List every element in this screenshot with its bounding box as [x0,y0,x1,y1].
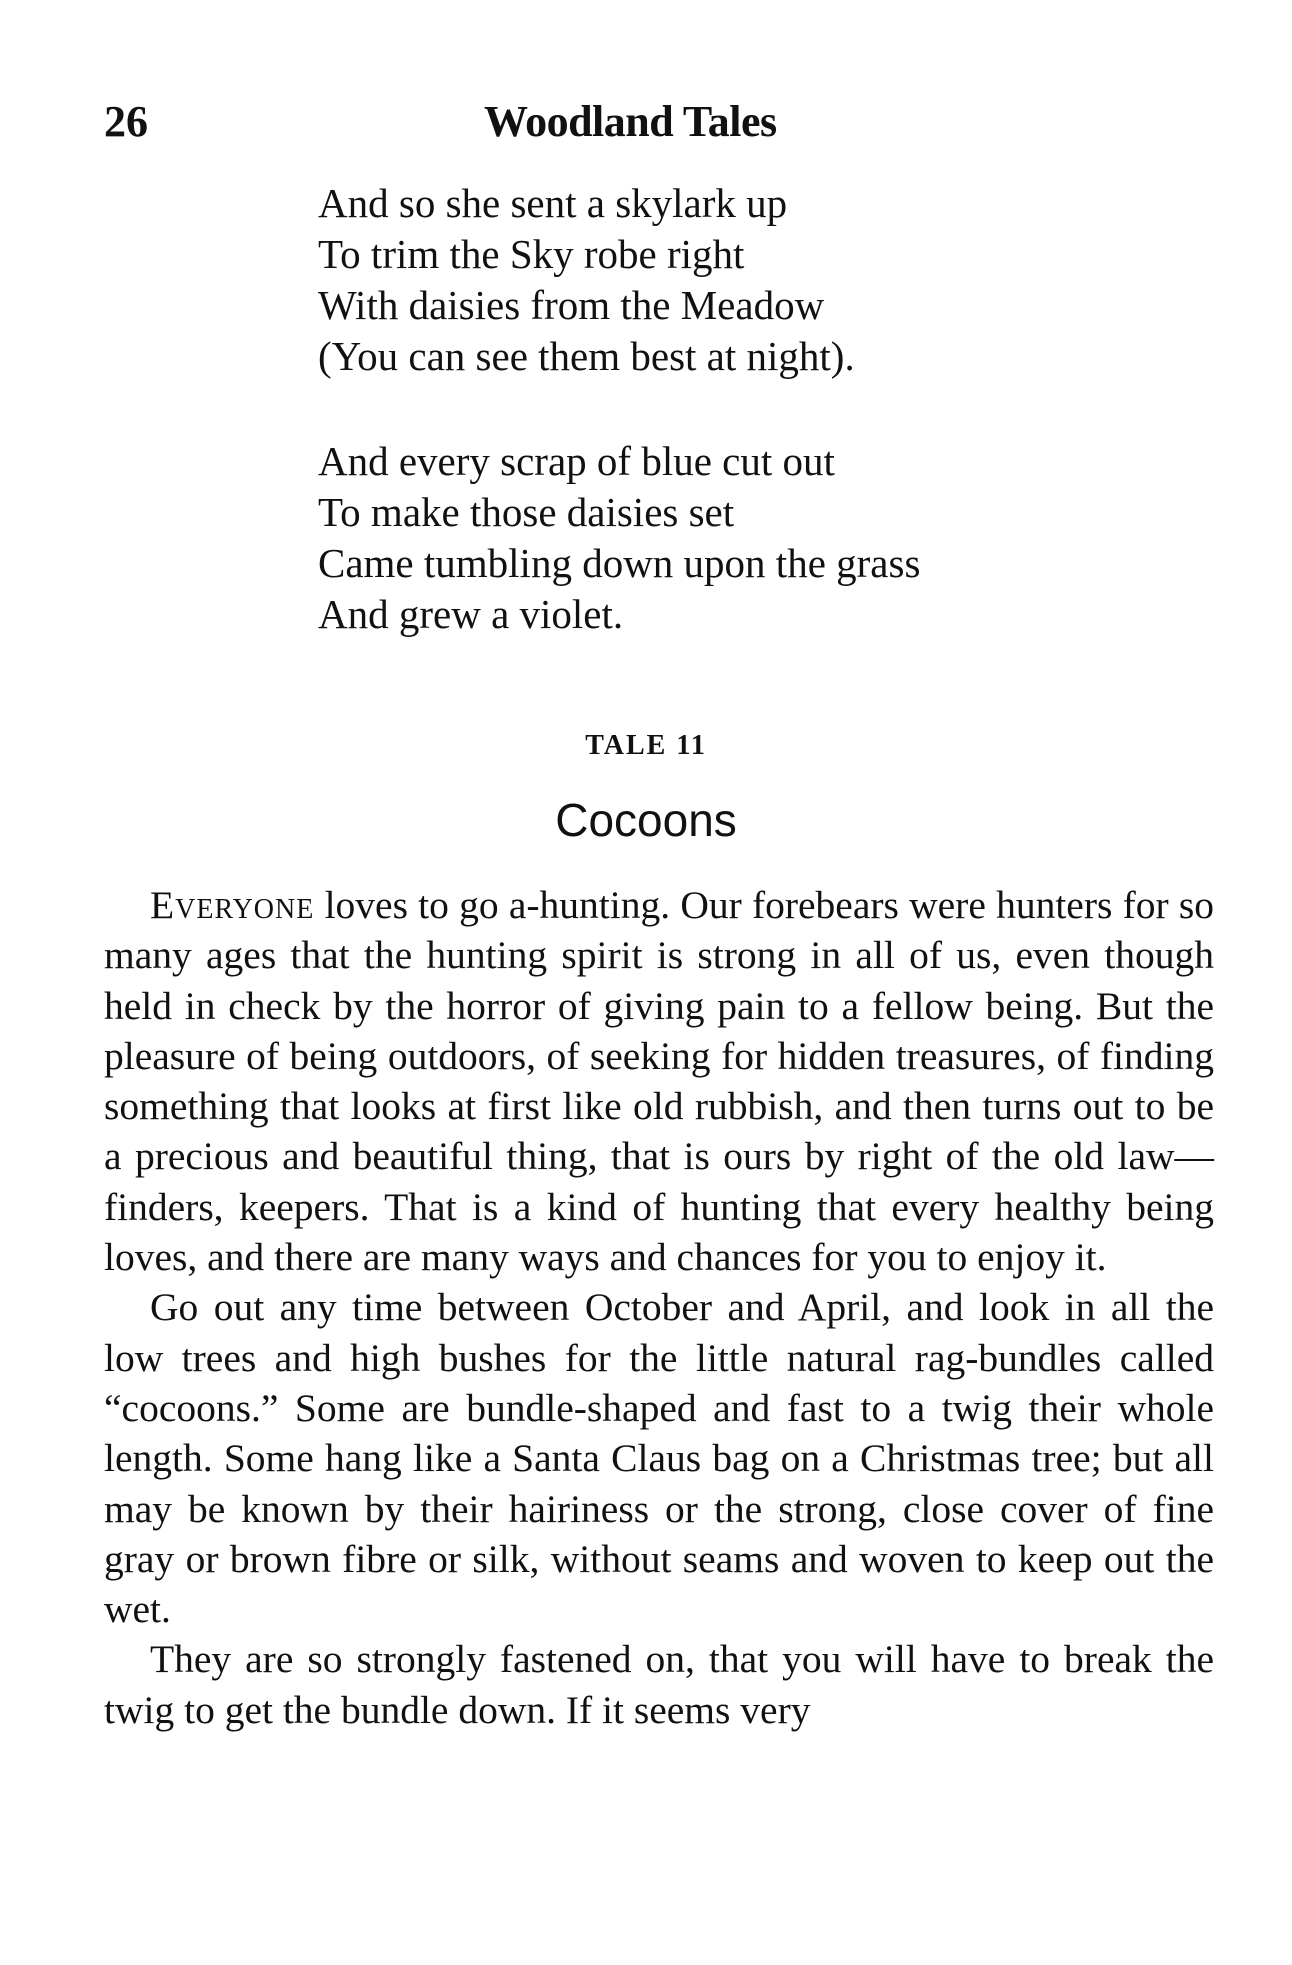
page-number: 26 [104,97,148,146]
paragraph [104,1634,1214,1735]
poem-line: With daisies from the Meadow [318,282,825,328]
poem-line: Came tumbling down upon the grass [318,540,921,586]
poem-line: And so she sent a skylark up [318,180,788,226]
poem-line: And grew a violet. [318,591,624,637]
paragraph [104,880,1214,1282]
running-head: Woodland Tales [484,97,777,146]
paragraph-lead-word: Everyone [150,883,315,927]
poem-line: To trim the Sky robe right [318,231,745,277]
paragraph [104,1282,1214,1634]
poem-stanza [318,436,1178,640]
paragraph-text: They are so strongly fastened on, that you will have to break the twig to get the bundle down. If it seems very [104,1637,1214,1732]
page-header [104,92,1224,152]
poem-line: And every scrap of blue cut out [318,438,835,484]
poem-line: (You can see them best at night). [318,333,855,379]
tale-label: TALE 11 [585,730,707,761]
poem-line: To make those daisies set [318,489,735,535]
paragraph-text: Go out any time between October and April, and look in all the low trees and high bushes for the little natural rag-bundles called “cocoons.” Some are bundle-shaped and fast to a twig their whole length. Some hang like a Santa Claus bag on a Christmas tree; but all may be known by their hairiness or the strong, close cover of fine gray or brown fibre or silk, without seams and woven to keep out the wet. [104,1285,1214,1632]
paragraph-text: loves to go a-hunting. Our forebears were hunters for so many ages that the hunting spirit is strong in all of us, even though held in check by the horror of giving pain to a fellow being. But the pleasure of being outdoors, of seeking for hidden treasures, of finding something that looks at first like old rubbish, and then turns out to be a precious and beautiful thing, that is ours by right of the old law—finders, keepers. That is a kind of hunting that every healthy being loves, and there are many ways and chances for you to enjoy it. [104,883,1214,1280]
poem-stanza [318,178,1178,382]
body-text [104,880,1214,1735]
tale-title: Cocoons [555,794,737,846]
